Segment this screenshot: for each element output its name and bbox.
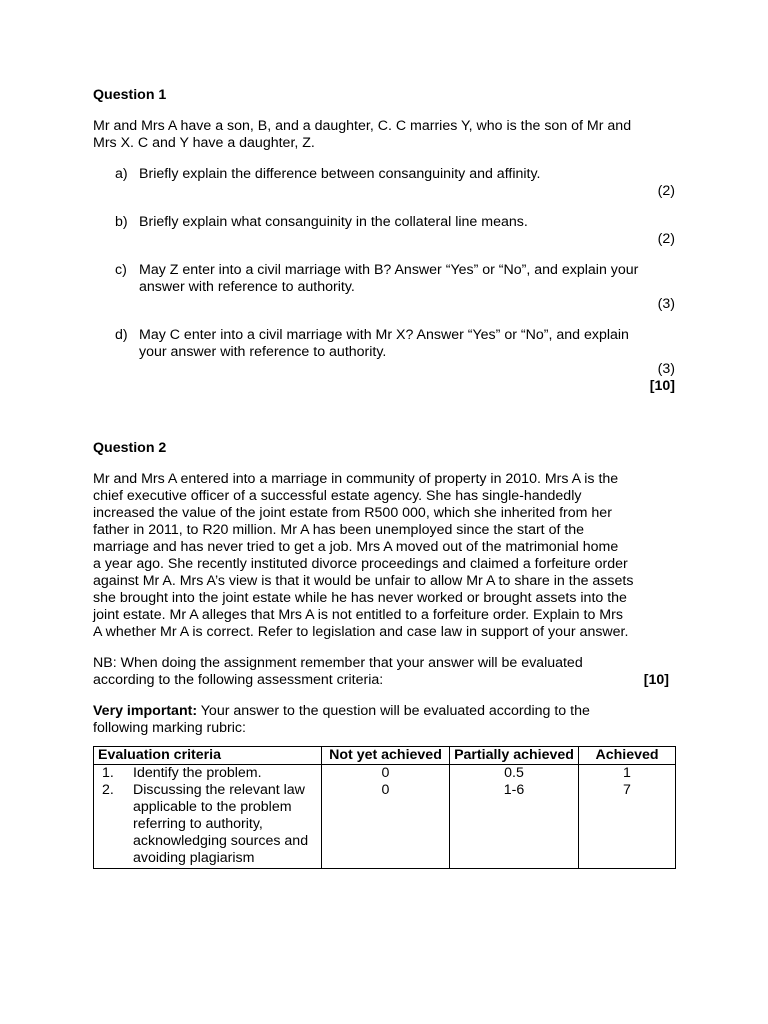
very-important-note — [93, 703, 675, 737]
item-label: a) — [115, 166, 128, 182]
body-line: joint estate. Mr A alleges that Mrs A is not entitled to a forfeiture order. Explain to Mrs — [93, 607, 623, 623]
header-partially-achieved: Partially achieved — [450, 747, 579, 765]
table-row — [94, 765, 676, 783]
criteria-text: Discussing the relevant law applicable to the problem referring to authority, acknowledging sources and avoiding plagiarism — [133, 782, 309, 866]
question-2-title: Question 2 — [93, 440, 167, 456]
header-achieved: Achieved — [579, 747, 676, 765]
partially-achieved-score: 1-6 — [450, 782, 579, 869]
item-text-line-2: your answer with reference to authority. — [139, 344, 387, 360]
question-1-title: Question 1 — [93, 87, 167, 103]
item-marks: (3) — [657, 296, 675, 312]
item-text: Briefly explain what consanguinity in the collateral line means. — [139, 214, 528, 230]
body-line: she brought into the joint estate while he has never worked or brought assets into the — [93, 590, 627, 606]
header-not-yet-achieved: Not yet achieved — [322, 747, 450, 765]
item-text-line-1: May C enter into a civil marriage with Mr X? Answer “Yes” or “No”, and explain — [139, 327, 629, 343]
item-text-line-2: answer with reference to authority. — [139, 279, 355, 295]
nb-line-2: according to the following assessment criteria: — [93, 672, 384, 688]
item-marks: (2) — [657, 183, 675, 199]
item-marks: (3) — [657, 361, 675, 377]
question-2-body — [93, 471, 675, 641]
marking-rubric-table — [93, 746, 676, 869]
criteria-number: 1. — [102, 765, 114, 781]
criteria-cell — [94, 765, 322, 783]
body-line: Mr and Mrs A entered into a marriage in community of property in 2010. Mrs A is the — [93, 471, 619, 487]
item-label: d) — [115, 327, 128, 343]
achieved-score: 1 — [579, 765, 676, 783]
document-page — [93, 87, 675, 869]
question-1-intro-line-1: Mr and Mrs A have a son, B, and a daughter, C. C marries Y, who is the son of Mr and — [93, 118, 632, 134]
body-line: increased the value of the joint estate from R500 000, which she inherited from her — [93, 505, 612, 521]
question-1-item-a — [93, 166, 675, 200]
criteria-number: 2. — [102, 782, 114, 798]
body-line: against Mr A. Mrs A’s view is that it would be unfair to allow Mr A to share in the assets — [93, 573, 634, 589]
header-evaluation-criteria: Evaluation criteria — [94, 747, 322, 765]
question-1-item-d — [93, 327, 675, 395]
body-line: a year ago. She recently instituted divorce proceedings and claimed a forfeiture order — [93, 556, 628, 572]
item-label: b) — [115, 214, 128, 230]
achieved-score: 7 — [579, 782, 676, 869]
very-important-text: Your answer to the question will be evaluated according to the — [197, 703, 590, 719]
table-header-row — [94, 747, 676, 765]
question-1-total: [10] — [649, 378, 675, 394]
question-2-total: [10] — [643, 672, 669, 688]
body-line: father in 2011, to R20 million. Mr A has been unemployed since the start of the — [93, 522, 585, 538]
criteria-cell — [94, 782, 322, 869]
body-line: A whether Mr A is correct. Refer to legislation and case law in support of your answer. — [93, 624, 629, 640]
question-1-item-b — [93, 214, 675, 248]
body-line: chief executive officer of a successful estate agency. She has single-handedly — [93, 488, 582, 504]
nb-note — [93, 655, 675, 689]
item-text-line-1: May Z enter into a civil marriage with B? Answer “Yes” or “No”, and explain your — [139, 262, 639, 278]
question-1-intro-line-2: Mrs X. C and Y have a daughter, Z. — [93, 135, 315, 151]
very-important-line-2: following marking rubric: — [93, 720, 246, 736]
table-row — [94, 782, 676, 869]
question-1-item-c — [93, 262, 675, 313]
item-marks: (2) — [657, 231, 675, 247]
very-important-label: Very important: — [93, 703, 198, 719]
item-text: Briefly explain the difference between consanguinity and affinity. — [139, 166, 541, 182]
partially-achieved-score: 0.5 — [450, 765, 579, 783]
not-yet-achieved-score: 0 — [322, 765, 450, 783]
not-yet-achieved-score: 0 — [322, 782, 450, 869]
criteria-text: Identify the problem. — [133, 765, 262, 781]
body-line: marriage and has never tried to get a job. Mrs A moved out of the matrimonial home — [93, 539, 619, 555]
item-label: c) — [115, 262, 127, 278]
nb-line-1: NB: When doing the assignment remember that your answer will be evaluated — [93, 655, 583, 671]
